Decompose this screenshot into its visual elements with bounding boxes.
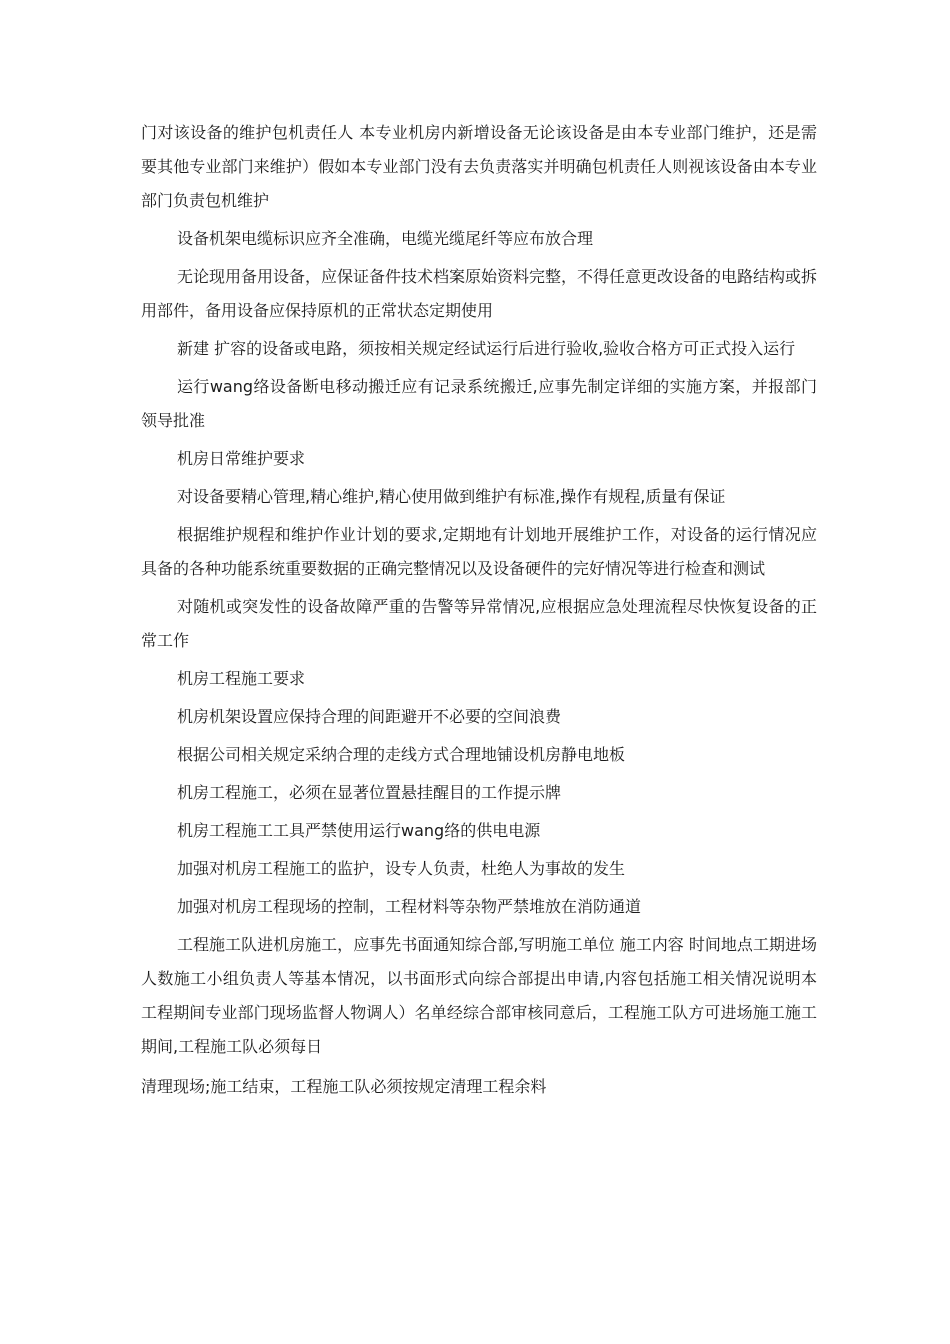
paragraph: 根据维护规程和维护作业计划的要求,定期地有计划地开展维护工作，对设备的运行情况应具备的各种功能系统重要数据的正确完整情况以及设备硬件的完好情况等进行检查和测试 (141, 525, 817, 578)
paragraph: 对随机或突发性的设备故障严重的告警等异常情况,应根据应急处理流程尽快恢复设备的正常工作 (141, 597, 817, 650)
paragraph: 无论现用备用设备，应保证备件技术档案原始资料完整，不得任意更改设备的电路结构或拆用部件，备用设备应保持原机的正常状态定期使用 (141, 267, 818, 320)
paragraph: 机房机架设置应保持合理的间距避开不必要的空间浪费 (177, 707, 562, 726)
section-heading: 机房日常维护要求 (177, 449, 306, 468)
paragraph: 门对该设备的维护包机责任人 本专业机房内新增设备无论该设备是由本专业部门维护，还是需要其他专业部门来维护）假如本专业部门没有去负责落实并明确包机责任人则视该设备由本专业部门负责包机维护 (141, 123, 817, 210)
paragraph: 加强对机房工程现场的控制，工程材料等杂物严禁堆放在消防通道 (177, 897, 642, 916)
paragraph: 运行wang络设备断电移动搬迁应有记录系统搬迁,应事先制定详细的实施方案，并报部门领导批准 (141, 377, 817, 430)
paragraph: 机房工程施工，必须在显著位置悬挂醒目的工作提示牌 (177, 783, 562, 802)
paragraph: 根据公司相关规定采纳合理的走线方式合理地铺设机房静电地板 (177, 745, 626, 764)
paragraph: 清理现场;施工结束，工程施工队必须按规定清理工程余料 (141, 1077, 547, 1096)
paragraph: 工程施工队进机房施工，应事先书面通知综合部,写明施工单位 施工内容 时间地点工期进场人数施工小组负责人等基本情况，以书面形式向综合部提出申请,内容包括施工相关情况说明本工程期间专业部门现场监督人物调人）名单经综合部审核同意后，工程施工队方可进场施工施工期间,工程施工队必须每日 (141, 935, 817, 1056)
paragraph: 新建 扩容的设备或电路，须按相关规定经试运行后进行验收,验收合格方可正式投入运行 (177, 339, 796, 358)
paragraph: 加强对机房工程施工的监护，设专人负责，杜绝人为事故的发生 (177, 859, 626, 878)
paragraph: 设备机架电缆标识应齐全准确，电缆光缆尾纤等应布放合理 (177, 229, 594, 248)
paragraph: 机房工程施工工具严禁使用运行wang络的供电电源 (177, 821, 541, 840)
document-body (141, 116, 817, 1108)
section-heading: 机房工程施工要求 (177, 669, 306, 688)
paragraph: 对设备要精心管理,精心维护,精心使用做到维护有标准,操作有规程,质量有保证 (177, 487, 726, 506)
